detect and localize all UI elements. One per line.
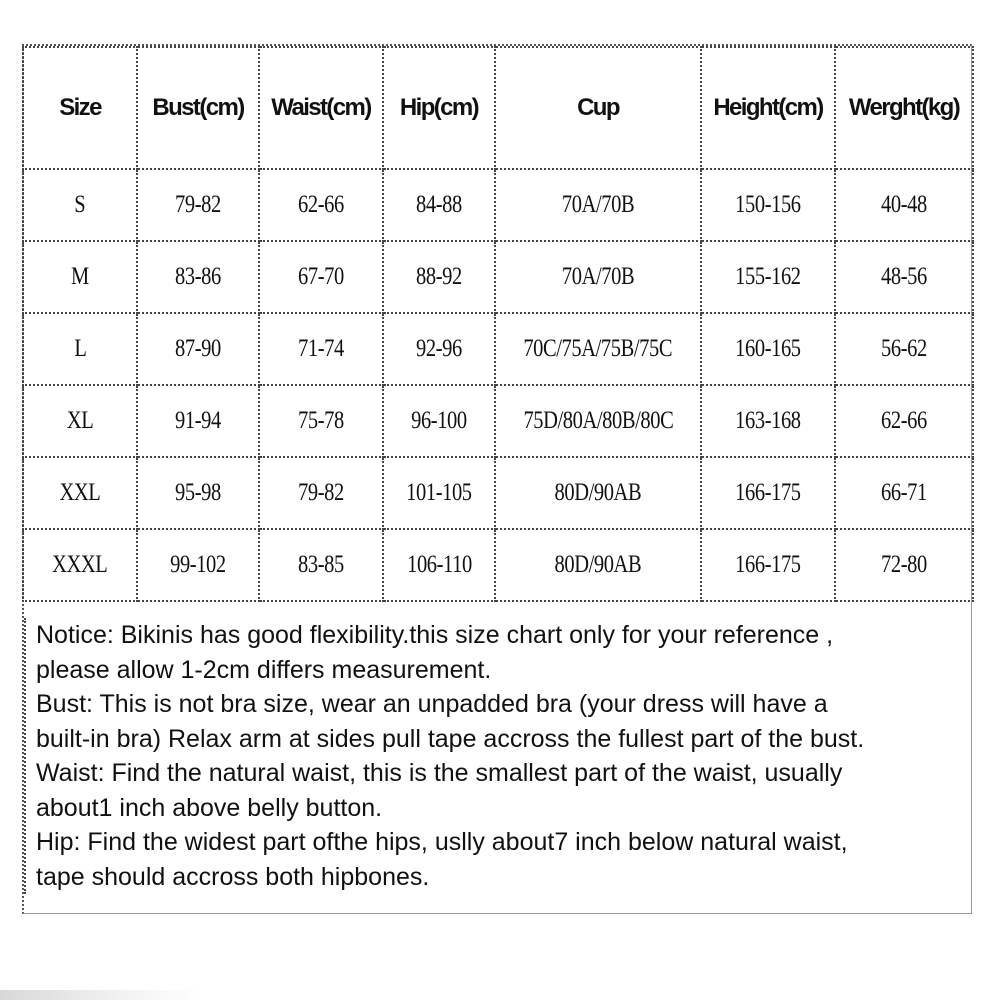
height-cell: 166-175 xyxy=(701,529,835,601)
hip-cell: 96-100 xyxy=(383,385,495,457)
waist-cell: 83-85 xyxy=(259,529,383,601)
header-size: Size xyxy=(23,47,137,169)
size-cell: S xyxy=(23,169,137,241)
bottom-edge-strip xyxy=(0,990,200,1000)
weight-cell: 56-62 xyxy=(835,313,973,385)
height-cell: 163-168 xyxy=(701,385,835,457)
hip-cell: 88-92 xyxy=(383,241,495,313)
bust-cell: 99-102 xyxy=(137,529,259,601)
size-cell: XXXL xyxy=(23,529,137,601)
weight-cell: 48-56 xyxy=(835,241,973,313)
header-height: Height(cm) xyxy=(701,47,835,169)
header-bust: Bust(cm) xyxy=(137,47,259,169)
table-row xyxy=(23,241,973,313)
waist-cell: 75-78 xyxy=(259,385,383,457)
header-weight: Werght(kg) xyxy=(835,47,973,169)
hip-cell: 92-96 xyxy=(383,313,495,385)
weight-cell: 66-71 xyxy=(835,457,973,529)
weight-cell: 72-80 xyxy=(835,529,973,601)
size-cell: M xyxy=(23,241,137,313)
cup-cell: 70A/70B xyxy=(495,241,701,313)
bust-cell: 95-98 xyxy=(137,457,259,529)
cup-cell: 75D/80A/80B/80C xyxy=(495,385,701,457)
table-row xyxy=(23,385,973,457)
header-hip: Hip(cm) xyxy=(383,47,495,169)
header-cup: Cup xyxy=(495,47,701,169)
size-cell: L xyxy=(23,313,137,385)
size-chart-table xyxy=(22,46,974,602)
hip-cell: 101-105 xyxy=(383,457,495,529)
bust-note-line: built-in bra) Relax arm at sides pull tape accross the fullest part of the bust. xyxy=(36,724,865,753)
hip-cell: 84-88 xyxy=(383,169,495,241)
notice-line: please allow 1-2cm differs measurement. xyxy=(36,655,492,684)
waist-cell: 79-82 xyxy=(259,457,383,529)
height-cell: 155-162 xyxy=(701,241,835,313)
size-cell: XL xyxy=(23,385,137,457)
bust-cell: 87-90 xyxy=(137,313,259,385)
height-cell: 150-156 xyxy=(701,169,835,241)
waist-note-line: about1 inch above belly button. xyxy=(36,793,383,822)
size-cell: XXL xyxy=(23,457,137,529)
weight-cell: 62-66 xyxy=(835,385,973,457)
waist-note-line: Waist: Find the natural waist, this is the smallest part of the waist, usually xyxy=(36,759,843,787)
bust-cell: 79-82 xyxy=(137,169,259,241)
bust-cell: 91-94 xyxy=(137,385,259,457)
cup-cell: 80D/90AB xyxy=(495,457,701,529)
notes-section xyxy=(24,618,968,894)
cup-cell: 80D/90AB xyxy=(495,529,701,601)
table-row xyxy=(23,313,973,385)
weight-cell: 40-48 xyxy=(835,169,973,241)
waist-cell: 67-70 xyxy=(259,241,383,313)
height-cell: 166-175 xyxy=(701,457,835,529)
cup-cell: 70C/75A/75B/75C xyxy=(495,313,701,385)
table-row xyxy=(23,529,973,601)
hip-note-line: tape should accross both hipbones. xyxy=(36,862,430,891)
bust-note-line: Bust: This is not bra size, wear an unpadded bra (your dress will have a xyxy=(36,690,828,718)
header-waist: Waist(cm) xyxy=(259,47,383,169)
bust-cell: 83-86 xyxy=(137,241,259,313)
notice-line: Notice: Bikinis has good flexibility.this size chart only for your reference , xyxy=(36,621,834,649)
table-row xyxy=(23,169,973,241)
height-cell: 160-165 xyxy=(701,313,835,385)
table-row xyxy=(23,457,973,529)
waist-cell: 62-66 xyxy=(259,169,383,241)
hip-cell: 106-110 xyxy=(383,529,495,601)
hip-note-line: Hip: Find the widest part ofthe hips, uslly about7 inch below natural waist, xyxy=(36,828,848,856)
cup-cell: 70A/70B xyxy=(495,169,701,241)
header-row xyxy=(23,47,973,169)
waist-cell: 71-74 xyxy=(259,313,383,385)
